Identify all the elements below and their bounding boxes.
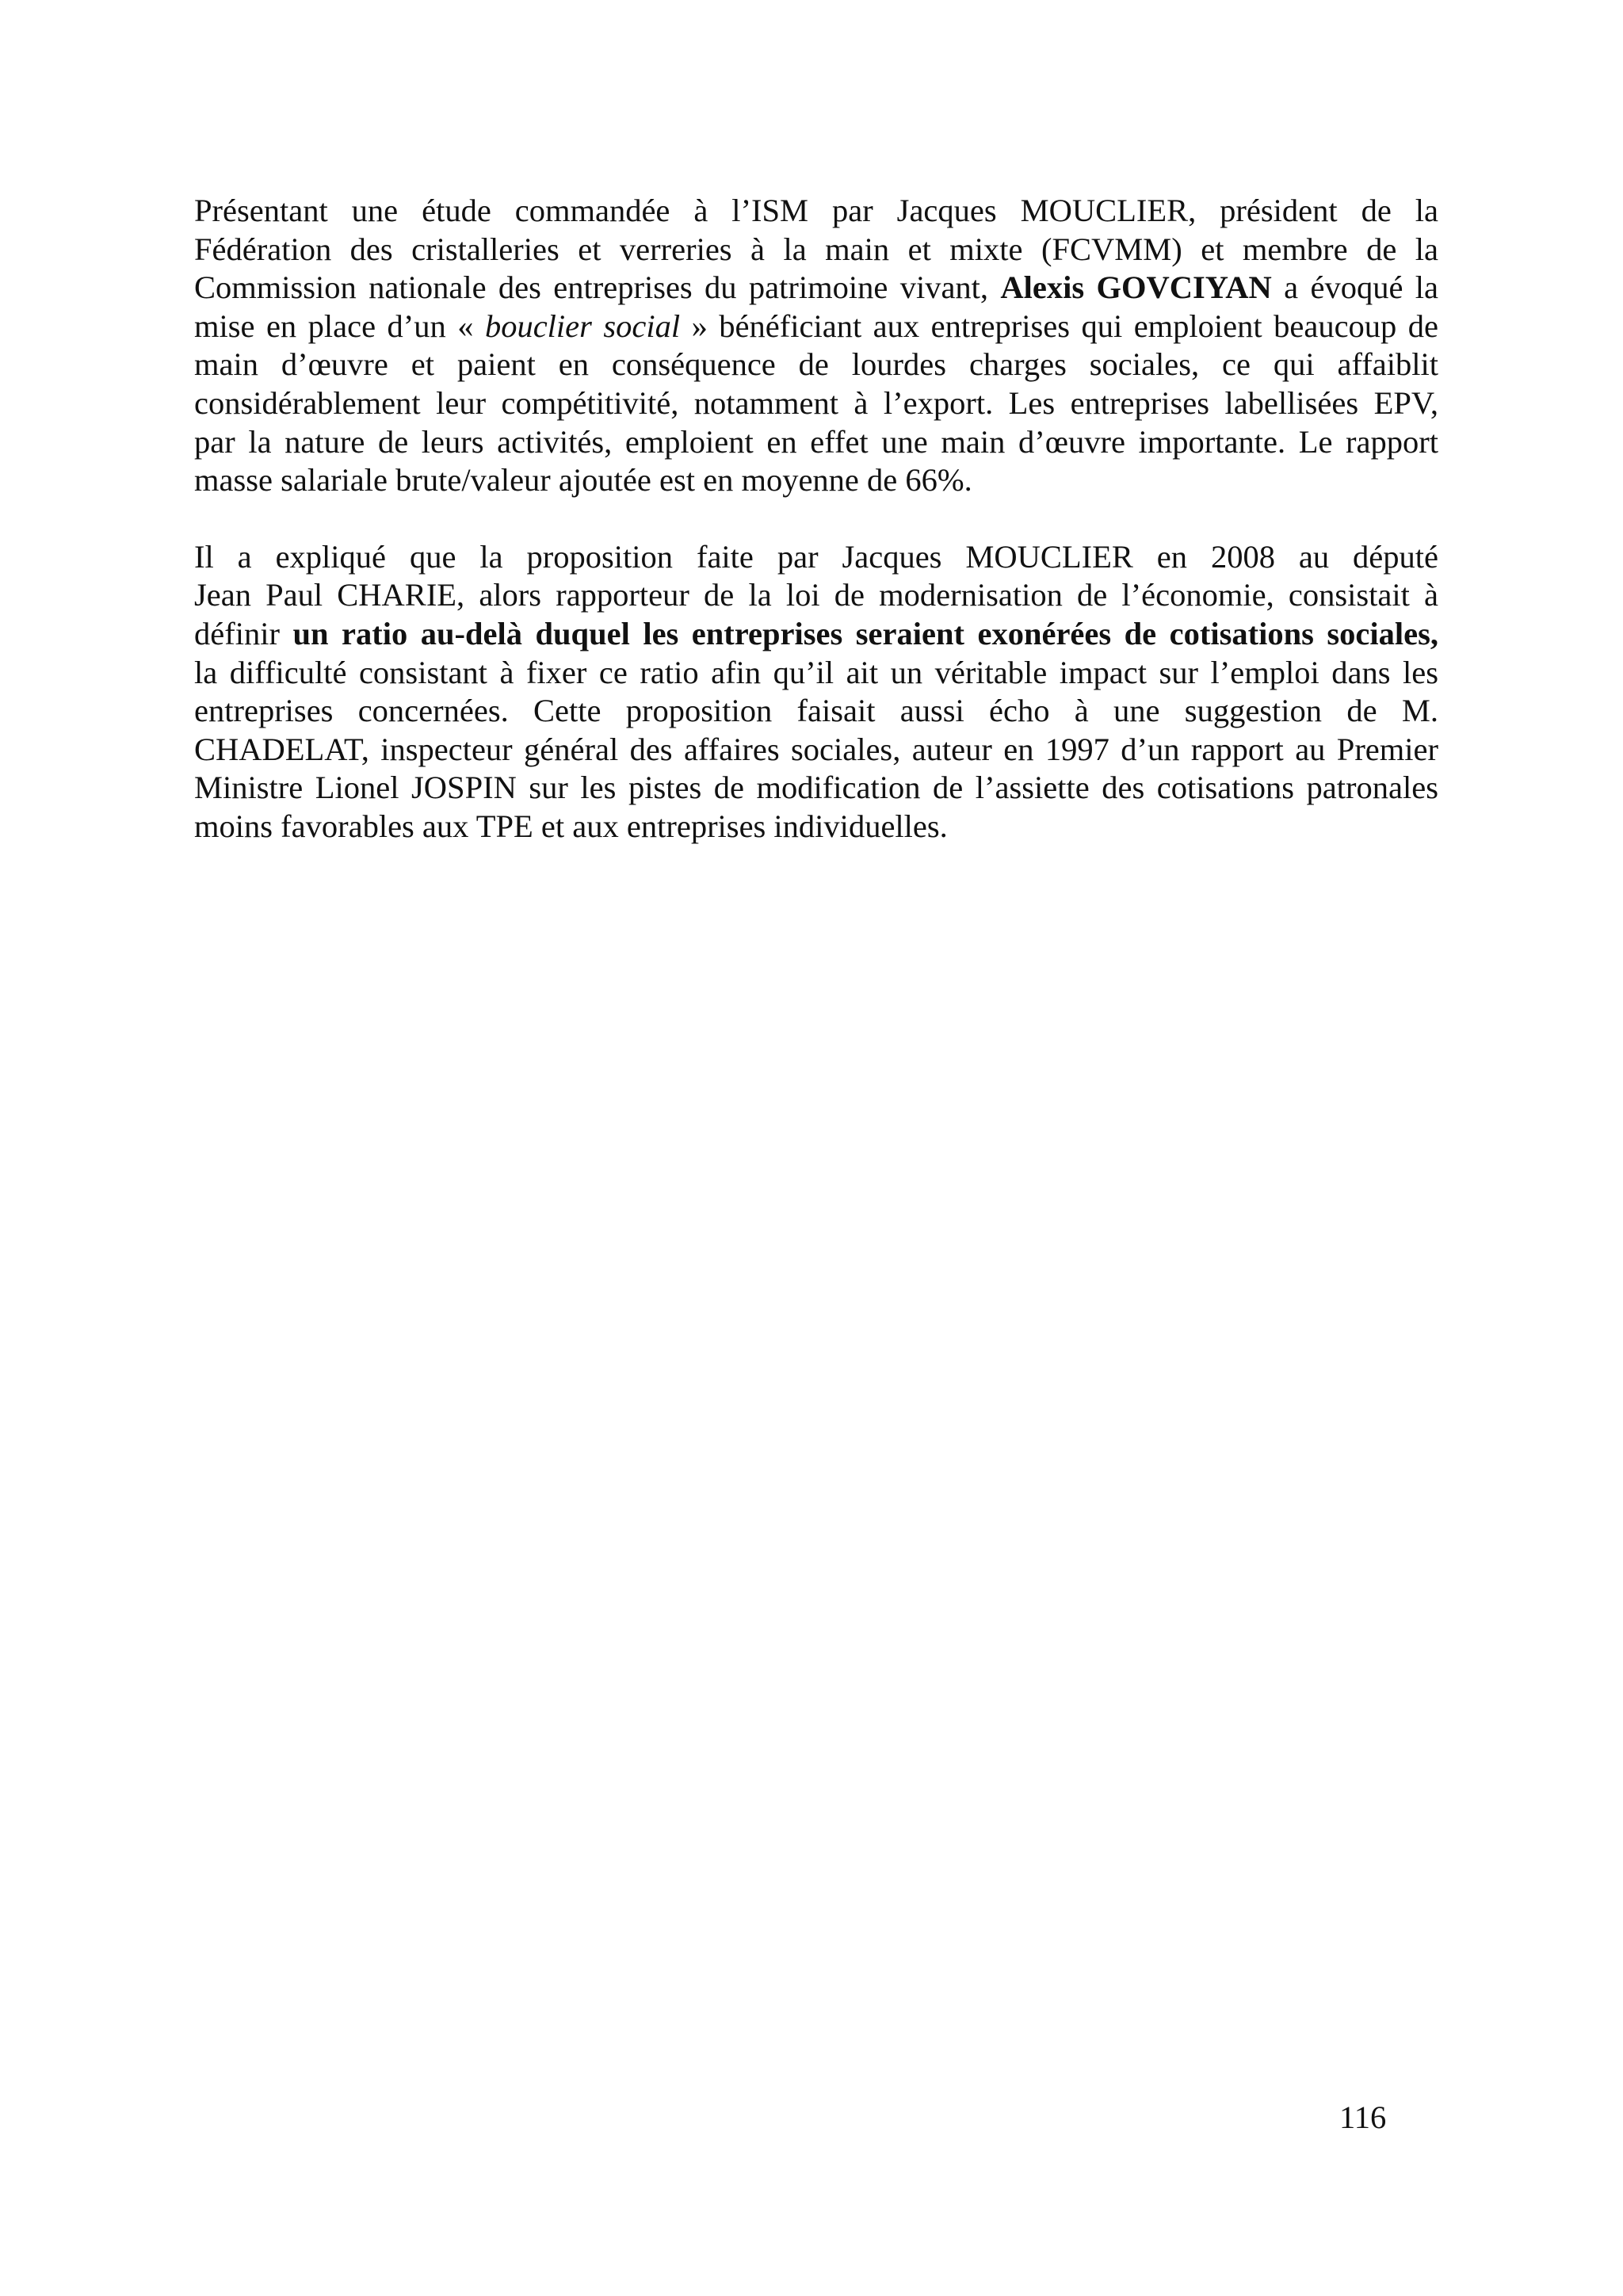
paragraph-2-line-4: la difficulté consistant à fixer ce ratio afin qu’il ait un véritable impact sur l’emploi dans les: [194, 654, 1438, 690]
paragraph-1-line-6: considérablement leur compétitivité, notamment à l’export. Les entreprises labellisées EPV,: [194, 384, 1438, 421]
paragraph-1-line-4-text-a: mise en place d’un «: [194, 308, 485, 344]
paragraph-1: [194, 192, 1438, 500]
bold-emphasis: un ratio au-delà duquel les entreprises seraient exonérées de cotisations sociales,: [292, 615, 1438, 651]
person-name-bold: Alexis GOVCIYAN: [1000, 269, 1272, 306]
paragraph-1-line-4: [194, 308, 1438, 346]
paragraph-2-line-8: moins favorables aux TPE et aux entreprises individuelles.: [194, 808, 948, 844]
paragraph-2-line-3: [194, 615, 1438, 654]
paragraph-2-line-5: entreprises concernées. Cette proposition faisait aussi écho à une suggestion de M.: [194, 693, 1438, 729]
paragraph-1-line-5: main d’œuvre et paient en conséquence de lourdes charges sociales, ce qui affaiblit: [194, 346, 1438, 383]
paragraph-2-line-6: CHADELAT, inspecteur général des affaires sociales, auteur en 1997 d’un rapport au Premier: [194, 731, 1438, 767]
italic-term: bouclier social: [484, 308, 681, 344]
paragraph-1-line-8: masse salariale brute/valeur ajoutée est en moyenne de 66%.: [194, 462, 972, 499]
paragraph-1-line-7: par la nature de leurs activités, emploient en effet une main d’œuvre importante. Le rapport: [194, 423, 1438, 460]
paragraph-1-line-4-text-b: » bénéficiant aux entreprises qui emploient beaucoup de: [680, 308, 1438, 344]
paragraph-1-line-3-text-a: Commission nationale des entreprises du patrimoine vivant,: [194, 269, 1001, 306]
body-text: [194, 192, 1438, 846]
paragraph-1-line-1: Présentant une étude commandée à l’ISM par Jacques MOUCLIER, président de la: [194, 193, 1438, 228]
paragraph-1-line-3-text-b: a évoqué la: [1271, 269, 1439, 306]
paragraph-2-line-1: Il a expliqué que la proposition faite par Jacques MOUCLIER en 2008 au député: [194, 538, 1438, 575]
paragraph-1-line-2: Fédération des cristalleries et verreries à la main et mixte (FCVMM) et membre de la: [194, 231, 1438, 267]
paragraph-2: [194, 538, 1438, 846]
paragraph-1-line-3: [194, 269, 1438, 308]
paragraph-2-line-2: Jean Paul CHARIE, alors rapporteur de la loi de modernisation de l’économie, consistait à: [194, 577, 1438, 613]
paragraph-2-line-7: Ministre Lionel JOSPIN sur les pistes de modification de l’assiette des cotisations patronales: [194, 770, 1438, 806]
paragraph-2-line-3-text-a: définir: [194, 615, 293, 651]
page-number: 116: [1339, 2099, 1387, 2135]
